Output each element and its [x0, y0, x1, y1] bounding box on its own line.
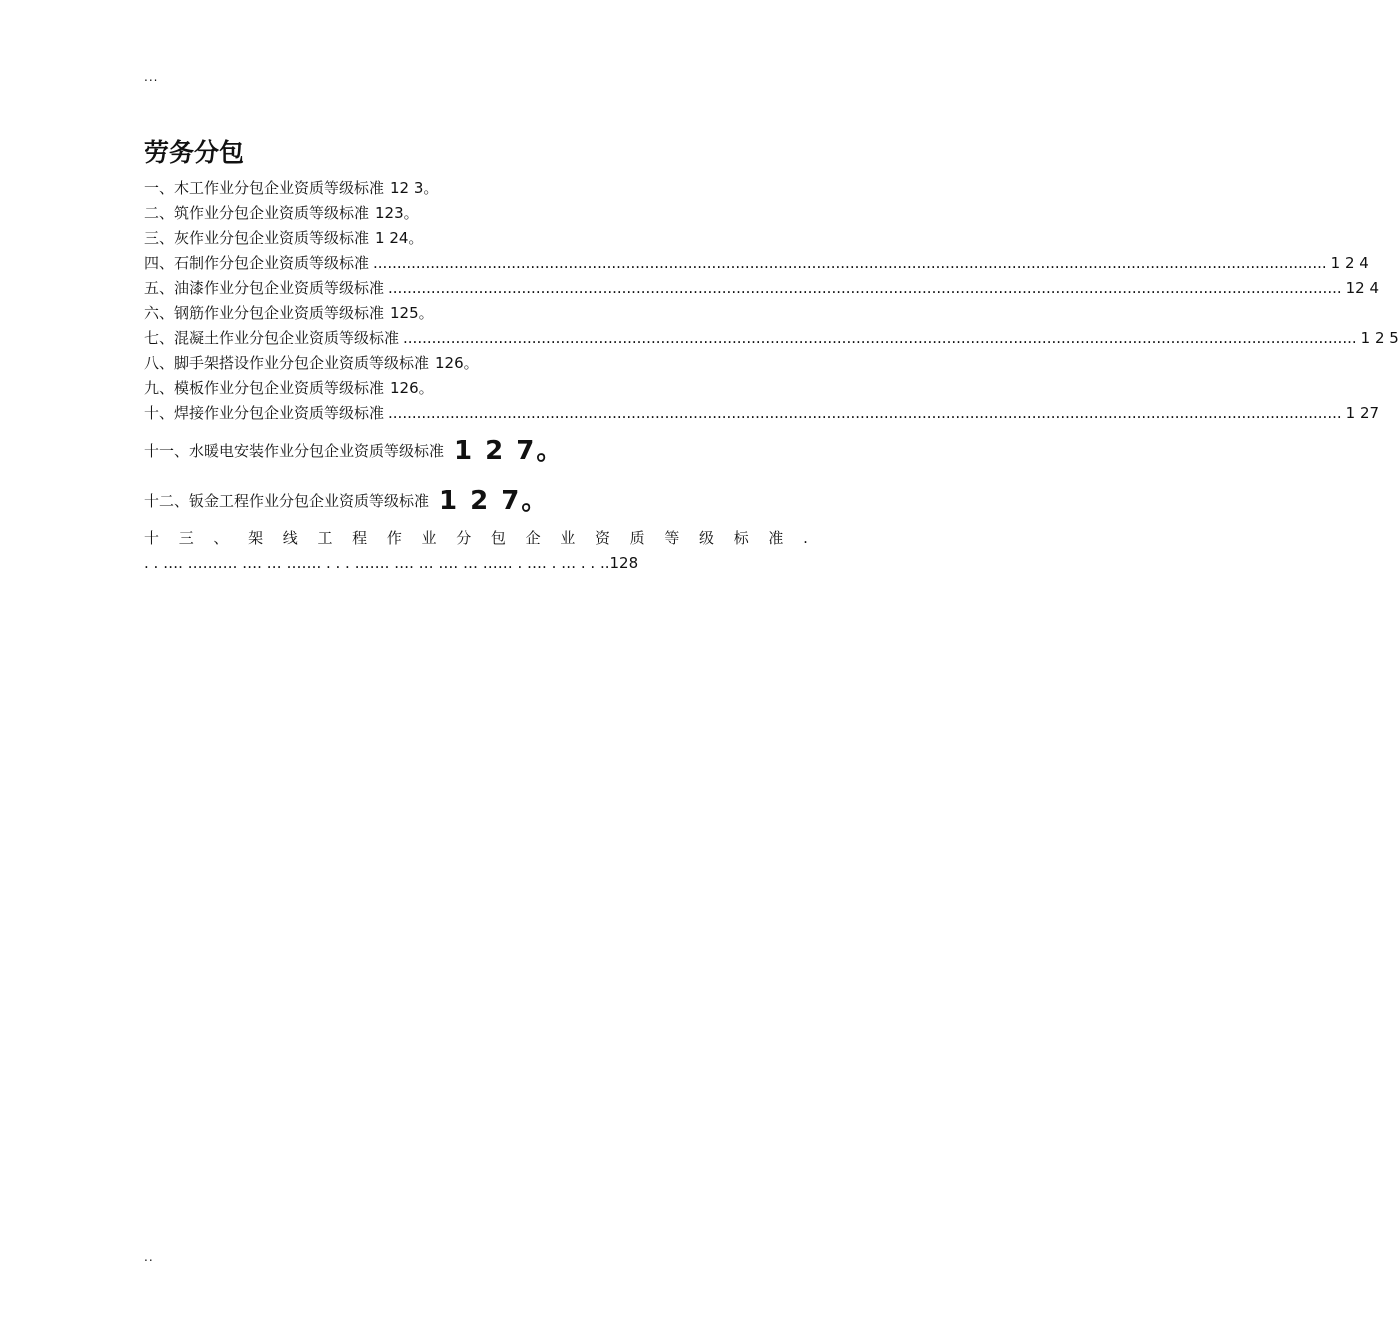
toc-entry-page: 1 24。: [375, 229, 424, 247]
toc-entry[interactable]: [144, 376, 808, 401]
toc-entry-label: 十一、水暖电安装作业分包企业资质等级标准: [144, 442, 445, 460]
toc-entry-label: 十二、钣金工程作业分包企业资质等级标准: [144, 492, 430, 510]
toc-entry[interactable]: [144, 426, 808, 476]
toc-entry-label: 四、石制作分包企业资质等级标准: [144, 254, 370, 272]
toc-entry-char: .: [803, 529, 808, 547]
toc-entry-char: 三: [178, 529, 194, 547]
toc-entry[interactable]: [144, 176, 808, 201]
toc-entry-page: 126。: [435, 354, 479, 372]
toc-entry[interactable]: [144, 326, 1399, 351]
toc-entry-page: 1 2 7。: [454, 436, 565, 466]
toc-entry-page: 1 2 5: [1360, 329, 1399, 347]
toc-entry-page: 126。: [390, 379, 434, 397]
toc-entry-page: 123。: [375, 204, 419, 222]
toc-entry-last-line1[interactable]: [144, 526, 808, 551]
toc-entry-char: 业: [560, 529, 576, 547]
toc-entry[interactable]: [144, 201, 808, 226]
toc-entry-char: 作: [386, 529, 402, 547]
toc-entry-page: 1 27: [1345, 404, 1380, 422]
toc-entry-char: 等: [664, 529, 680, 547]
page-title: 劳务分包: [144, 138, 245, 167]
toc-entry-char: 线: [282, 529, 298, 547]
toc-entry-page: 125。: [390, 304, 434, 322]
toc-entry-char: 十: [144, 529, 160, 547]
toc-entry-page: 1 2 7。: [439, 486, 550, 516]
toc-entry-char: 级: [699, 529, 715, 547]
toc-entry-page: 12 3。: [390, 179, 439, 197]
toc-entry-leader: ........................................................................................................................................................................................................: [403, 329, 1357, 347]
toc-entry-label: 六、钢筋作业分包企业资质等级标准: [144, 304, 385, 322]
toc-entry[interactable]: [144, 276, 1380, 301]
toc-entry-label: 三、灰作业分包企业资质等级标准: [144, 229, 370, 247]
toc-entry-leader: ........................................................................................................................................................................................................: [388, 404, 1342, 422]
toc-entry-label: 五、油漆作业分包企业资质等级标准: [144, 279, 385, 297]
toc-entry[interactable]: [144, 476, 808, 526]
toc-entry-label: 九、模板作业分包企业资质等级标准: [144, 379, 385, 397]
toc-entry[interactable]: [144, 401, 1380, 426]
toc-entry-label: 七、混凝土作业分包企业资质等级标准: [144, 329, 400, 347]
toc-entry-char: 业: [421, 529, 437, 547]
footer-mark: ..: [144, 1250, 154, 1264]
toc-entry-char: 程: [352, 529, 368, 547]
toc-entry-leader: ........................................................................................................................................................................................................: [373, 254, 1327, 272]
toc-entry-char: 、: [213, 529, 229, 547]
toc-entry-page: 12 4: [1345, 279, 1380, 297]
toc-entry[interactable]: [144, 251, 1369, 276]
toc-entry[interactable]: [144, 226, 808, 251]
toc-entry-char: 标: [733, 529, 749, 547]
toc-entry-char: 工: [317, 529, 333, 547]
toc-entry-char: 准: [768, 529, 784, 547]
toc-entry-leader: ........................................................................................................................................................................................................: [388, 279, 1342, 297]
toc-entry-label: 二、筑作业分包企业资质等级标准: [144, 204, 370, 222]
toc-entry[interactable]: [144, 301, 808, 326]
toc-entry-char: 质: [629, 529, 645, 547]
toc-entry[interactable]: [144, 351, 808, 376]
toc-entry-label: 八、脚手架搭设作业分包企业资质等级标准: [144, 354, 430, 372]
toc-entry-label: 一、木工作业分包企业资质等级标准: [144, 179, 385, 197]
toc-entry-last-line2: . . …. ………. …. … ……. . . . ……. …. … …. … …… . …. . … . . ..128: [144, 554, 639, 572]
toc-entry-char: 分: [456, 529, 472, 547]
table-of-contents: [144, 176, 1399, 576]
toc-entry-char: 企: [525, 529, 541, 547]
toc-entry-char: 架: [248, 529, 264, 547]
toc-entry-page: 1 2 4: [1330, 254, 1369, 272]
toc-entry-char: 包: [490, 529, 506, 547]
toc-entry-char: 资: [594, 529, 610, 547]
header-mark: ...: [144, 70, 159, 84]
toc-entry-label: 十、焊接作业分包企业资质等级标准: [144, 404, 385, 422]
